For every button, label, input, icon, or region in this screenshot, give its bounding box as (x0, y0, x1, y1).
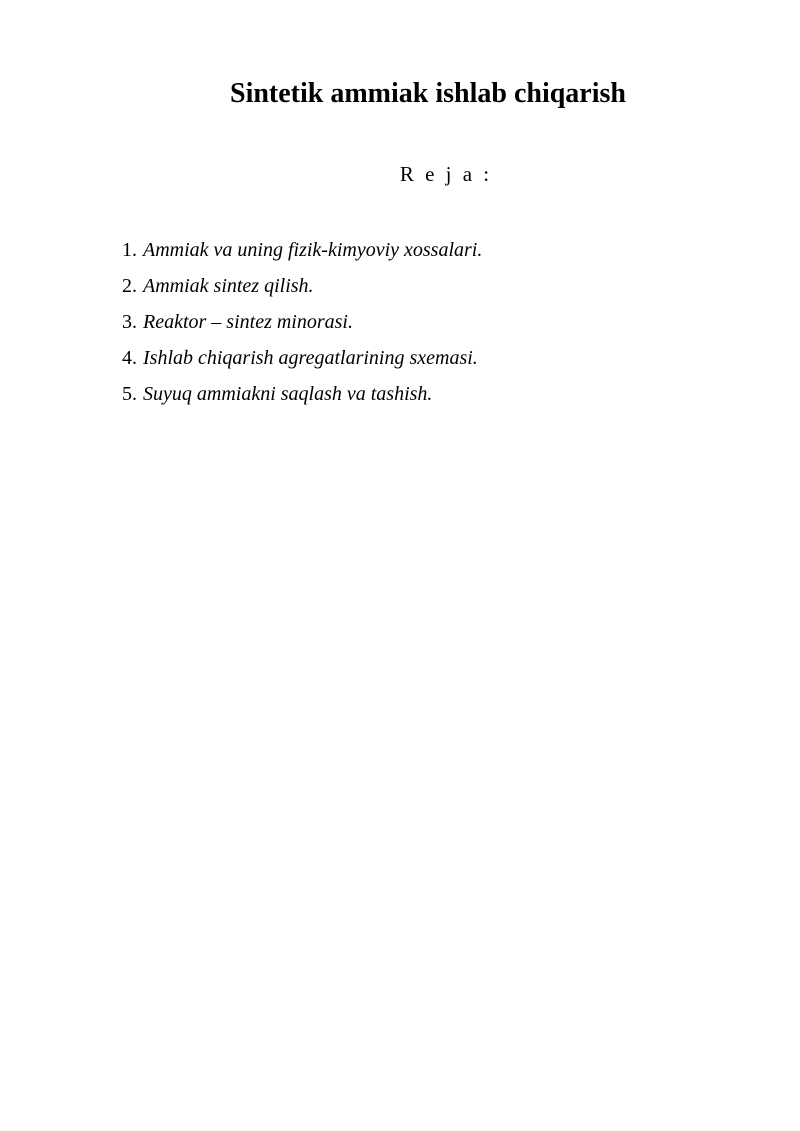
plan-item-text: Ammiak va uning fizik-kimyoviy xossalari. (143, 239, 483, 261)
plan-item-text: Reaktor – sintez minorasi. (143, 311, 353, 333)
plan-item-text: Suyuq ammiakni saqlash va tashish. (143, 383, 433, 405)
plan-heading: R e j a : (399, 162, 493, 186)
plan-item-1 (122, 232, 482, 268)
document-title: Sintetik ammiak ishlab chiqarish (230, 78, 626, 109)
plan-item-4 (122, 340, 482, 376)
plan-item-text: Ammiak sintez qilish. (143, 275, 314, 297)
plan-list (122, 232, 482, 412)
plan-item-text: Ishlab chiqarish agregatlarining sxemasi. (143, 347, 478, 369)
plan-item-number: 1. (122, 239, 137, 261)
plan-item-number: 2. (122, 275, 137, 297)
plan-item-number: 5. (122, 383, 137, 405)
plan-item-3 (122, 304, 482, 340)
plan-item-number: 3. (122, 311, 137, 333)
plan-item-2 (122, 268, 482, 304)
plan-item-number: 4. (122, 347, 137, 369)
plan-item-5 (122, 376, 482, 412)
